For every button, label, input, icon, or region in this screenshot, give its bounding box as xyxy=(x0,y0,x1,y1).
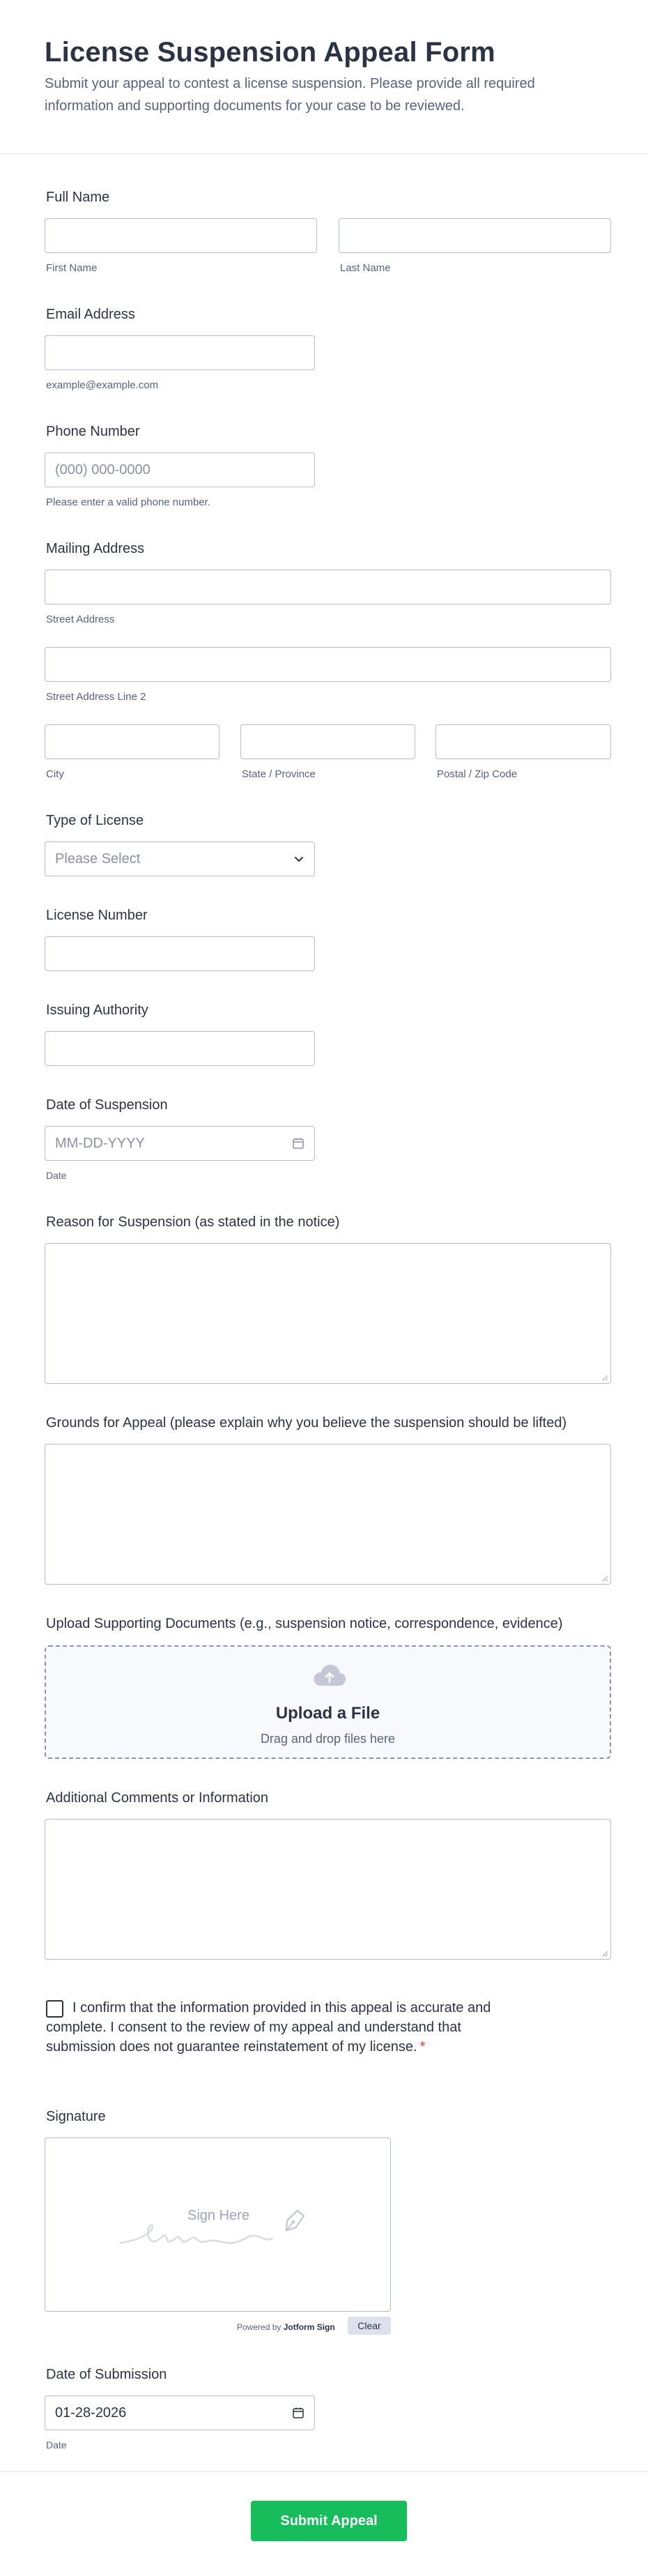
license-type-label: Type of License xyxy=(46,813,144,828)
required-mark: * xyxy=(419,2039,426,2055)
phone-sublabel: Please enter a valid phone number. xyxy=(46,496,210,508)
phone-input[interactable] xyxy=(45,452,315,487)
city-sublabel: City xyxy=(46,768,64,780)
street-address-2-input[interactable] xyxy=(45,647,611,682)
resize-grip-icon[interactable] xyxy=(601,1950,608,1957)
powered-by-brand: Jotform Sign xyxy=(283,2322,335,2332)
date-submission-input[interactable] xyxy=(45,2395,315,2430)
full-name-label: Full Name xyxy=(46,190,110,205)
resize-grip-icon[interactable] xyxy=(601,1374,608,1381)
issuing-authority-input[interactable] xyxy=(45,1031,315,1066)
phone-label: Phone Number xyxy=(46,424,140,439)
form-header xyxy=(0,0,648,154)
resize-grip-icon[interactable] xyxy=(601,1575,608,1582)
license-type-placeholder: Please Select xyxy=(55,851,141,867)
submit-button[interactable]: Submit Appeal xyxy=(251,2501,407,2541)
footer-divider xyxy=(0,2471,648,2472)
email-label: Email Address xyxy=(46,307,135,322)
powered-by-prefix: Powered by xyxy=(237,2322,281,2332)
calendar-icon[interactable] xyxy=(292,2407,304,2419)
grounds-textarea[interactable] xyxy=(45,1444,611,1585)
state-sublabel: State / Province xyxy=(242,768,316,780)
first-name-input[interactable] xyxy=(45,218,317,253)
calendar-icon[interactable] xyxy=(292,1137,304,1150)
chevron-down-icon xyxy=(293,853,304,864)
license-number-label: License Number xyxy=(46,908,148,923)
date-suspension-sublabel: Date xyxy=(46,1170,67,1181)
email-sublabel: example@example.com xyxy=(46,379,159,391)
street-address-2-sublabel: Street Address Line 2 xyxy=(46,691,146,703)
date-suspension-label: Date of Suspension xyxy=(46,1097,168,1113)
last-name-input[interactable] xyxy=(339,218,611,253)
street-address-input[interactable] xyxy=(45,570,611,604)
city-input[interactable] xyxy=(45,724,219,759)
form-description: Submit your appeal to contest a license suspension. Please provide all required information and supporting documents for your case to be reviewed. xyxy=(45,76,535,114)
consent-text xyxy=(46,1998,534,2057)
license-number-input[interactable] xyxy=(45,936,315,971)
address-label: Mailing Address xyxy=(46,541,145,556)
signature-pad[interactable] xyxy=(45,2137,391,2312)
postal-code-sublabel: Postal / Zip Code xyxy=(437,768,518,780)
grounds-label: Grounds for Appeal (please explain why you believe the suspension should be lifted) xyxy=(46,1415,567,1431)
phone-placeholder: (000) 000-0000 xyxy=(55,462,151,478)
issuing-authority-label: Issuing Authority xyxy=(46,1003,148,1018)
first-name-sublabel: First Name xyxy=(46,262,98,274)
form-title: License Suspension Appeal Form xyxy=(45,37,495,68)
license-type-select[interactable] xyxy=(45,841,315,876)
signature-label: Signature xyxy=(46,2109,106,2124)
consent-label: I confirm that the information provided in this appeal is accurate and complete. I consent to the review of my appeal and understand that submission does not guarantee reinstatement of my license. xyxy=(46,2000,491,2055)
date-submission-value: 01-28-2026 xyxy=(55,2405,127,2421)
date-submission-sublabel: Date xyxy=(46,2439,67,2451)
signature-placeholder: Sign Here xyxy=(187,2208,249,2223)
upload-title: Upload a File xyxy=(275,1704,380,1723)
state-input[interactable] xyxy=(240,724,415,759)
upload-subtitle: Drag and drop files here xyxy=(260,1732,396,1746)
date-suspension-placeholder: MM-DD-YYYY xyxy=(55,1136,145,1151)
date-suspension-input[interactable] xyxy=(45,1126,315,1161)
powered-by xyxy=(237,2322,335,2332)
reason-label: Reason for Suspension (as stated in the notice) xyxy=(46,1214,340,1230)
reason-textarea[interactable] xyxy=(45,1243,611,1384)
comments-label: Additional Comments or Information xyxy=(46,1790,269,1806)
cloud-upload-icon xyxy=(311,1662,348,1689)
street-address-sublabel: Street Address xyxy=(46,613,115,625)
comments-textarea[interactable] xyxy=(45,1819,611,1960)
date-submission-label: Date of Submission xyxy=(46,2367,167,2382)
last-name-sublabel: Last Name xyxy=(340,262,391,274)
upload-label: Upload Supporting Documents (e.g., suspension notice, correspondence, evidence) xyxy=(46,1616,563,1631)
email-input[interactable] xyxy=(45,335,315,370)
postal-code-input[interactable] xyxy=(435,724,611,759)
file-upload-dropzone[interactable] xyxy=(45,1645,611,1759)
clear-signature-button[interactable]: Clear xyxy=(348,2317,391,2335)
